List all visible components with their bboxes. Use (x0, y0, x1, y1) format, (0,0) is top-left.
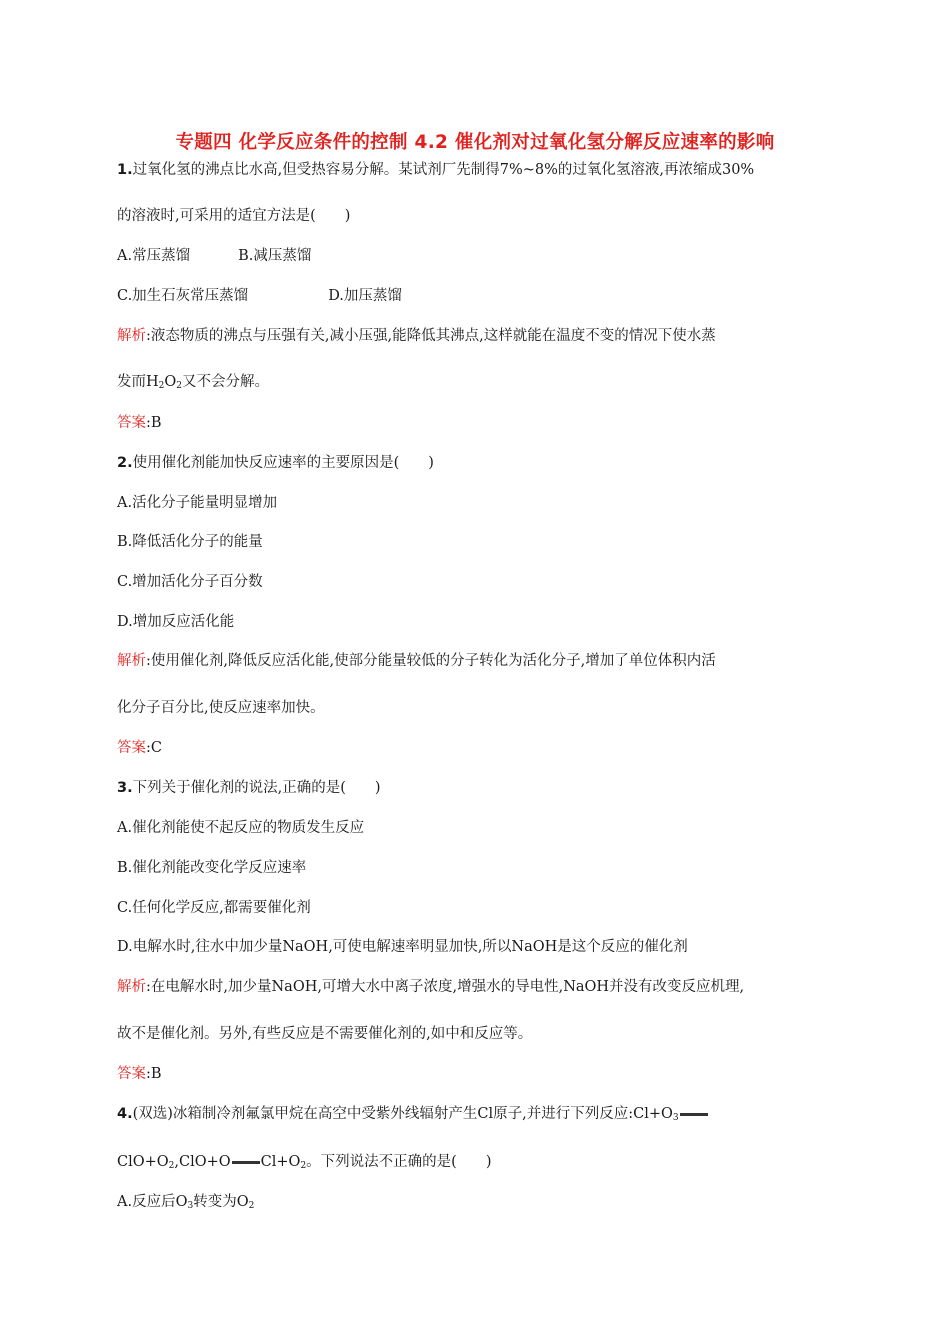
q3-stem (117, 778, 381, 798)
q1-analysis-label: 解析 (117, 328, 146, 344)
q1-analysis-text1: 液态物质的沸点与压强有关,减小压强,能降低其沸点,这样就能在温度不变的情况下使水蒸 (150, 328, 716, 344)
q2-analysis-line1: 解析:使用催化剂,降低反应活化能,使部分能量较低的分子转化为活化分子,增加了单位体积内活 (117, 653, 716, 669)
q2-answer-value: C (150, 740, 162, 756)
q3-option-a: A.催化剂能使不起反应的物质发生反应 (117, 820, 365, 836)
q1-answer: 答案:B (117, 415, 162, 431)
q2-stem (117, 453, 434, 473)
q3-analysis-text1: 在电解水时,加少量NaOH,可增大水中离子浓度,增强水的导电性,NaOH并没有改变反应机理, (150, 979, 745, 995)
q3-analysis-line1: 解析:在电解水时,加少量NaOH,可增大水中离子浓度,增强水的导电性,NaOH并没有改变反应机理, (117, 979, 745, 995)
q3-answer: 答案:B (117, 1066, 162, 1082)
q2-option-d: D.增加反应活化能 (117, 614, 235, 630)
q1-analysis-line1: 解析:液态物质的沸点与压强有关,减小压强,能降低其沸点,这样就能在温度不变的情况下使水蒸 (117, 328, 716, 344)
q3-number: 3. (117, 780, 133, 796)
q1-option-c: C.加生石灰常压蒸馏 (117, 288, 249, 304)
q3-option-c: C.任何化学反应,都需要催化剂 (117, 900, 311, 916)
q1-answer-value: B (150, 415, 162, 431)
q2-option-b: B.降低活化分子的能量 (117, 534, 263, 550)
q3-stem-text: 下列关于催化剂的说法,正确的是( ) (132, 780, 381, 796)
q3-analysis-label: 解析 (117, 979, 146, 995)
q4-stem-line2: $ClO+O_2,ClO+O$ $Cl+O_2$。下列说法不正确的是( ) (117, 1154, 492, 1171)
q2-analysis-text1: 使用催化剂,降低反应活化能,使部分能量较低的分子转化为活化分子,增加了单位体积内活 (150, 653, 716, 669)
equals-sign-bar (232, 1161, 260, 1164)
q2-answer-label: 答案 (117, 740, 146, 756)
q2-answer: 答案:C (117, 740, 162, 756)
q3-answer-label: 答案 (117, 1066, 146, 1082)
q1-option-a: A.常压蒸馏 (117, 248, 191, 264)
q3-option-b: B.催化剂能改变化学反应速率 (117, 860, 307, 876)
q2-analysis-line2: 化分子百分比,使反应速率加快。 (117, 700, 325, 716)
q2-number: 2. (117, 455, 133, 471)
page-title: 专题四 化学反应条件的控制 4.2 催化剂对过氧化氢分解反应速率的影响 (175, 132, 775, 153)
q1-number: 1. (117, 162, 133, 178)
q4-number: 4. (117, 1106, 133, 1122)
q1-options-cd (117, 286, 402, 306)
q1-option-b: B.减压蒸馏 (238, 248, 312, 264)
q2-option-c: C.增加活化分子百分数 (117, 574, 263, 590)
q4-option-a: A.反应后$O_3$转变为$O_2$ (117, 1194, 255, 1211)
q2-stem-text: 使用催化剂能加快反应速率的主要原因是( ) (132, 455, 434, 471)
q1-stem-line1 (117, 160, 754, 180)
q3-analysis-line2: 故不是催化剂。另外,有些反应是不需要催化剂的,如中和反应等。 (117, 1026, 533, 1042)
q1-option-d: D.加压蒸馏 (328, 288, 402, 304)
q1-analysis-line2: 发而$H_2O_2$又不会分解。 (117, 374, 270, 391)
equals-sign-bar (680, 1113, 708, 1116)
q1-stem-text1: 过氧化氢的沸点比水高,但受热容易分解。某试剂厂先制得7%~8%的过氧化氢溶液,再浓缩成30% (132, 162, 755, 178)
q3-option-d: D.电解水时,往水中加少量NaOH,可使电解速率明显加快,所以NaOH是这个反应的催化剂 (117, 939, 688, 955)
q4-stem-line1: 4.(双选)冰箱制冷剂氟氯甲烷在高空中受紫外线辐射产生Cl原子,并进行下列反应$:Cl+O_3$ (117, 1104, 709, 1128)
q1-answer-label: 答案 (117, 415, 146, 431)
q1-stem-line2: 的溶液时,可采用的适宜方法是( ) (117, 208, 351, 224)
q2-option-a: A.活化分子能量明显增加 (117, 495, 278, 511)
q2-analysis-label: 解析 (117, 653, 146, 669)
q3-answer-value: B (150, 1066, 162, 1082)
q1-options-ab (117, 246, 311, 266)
